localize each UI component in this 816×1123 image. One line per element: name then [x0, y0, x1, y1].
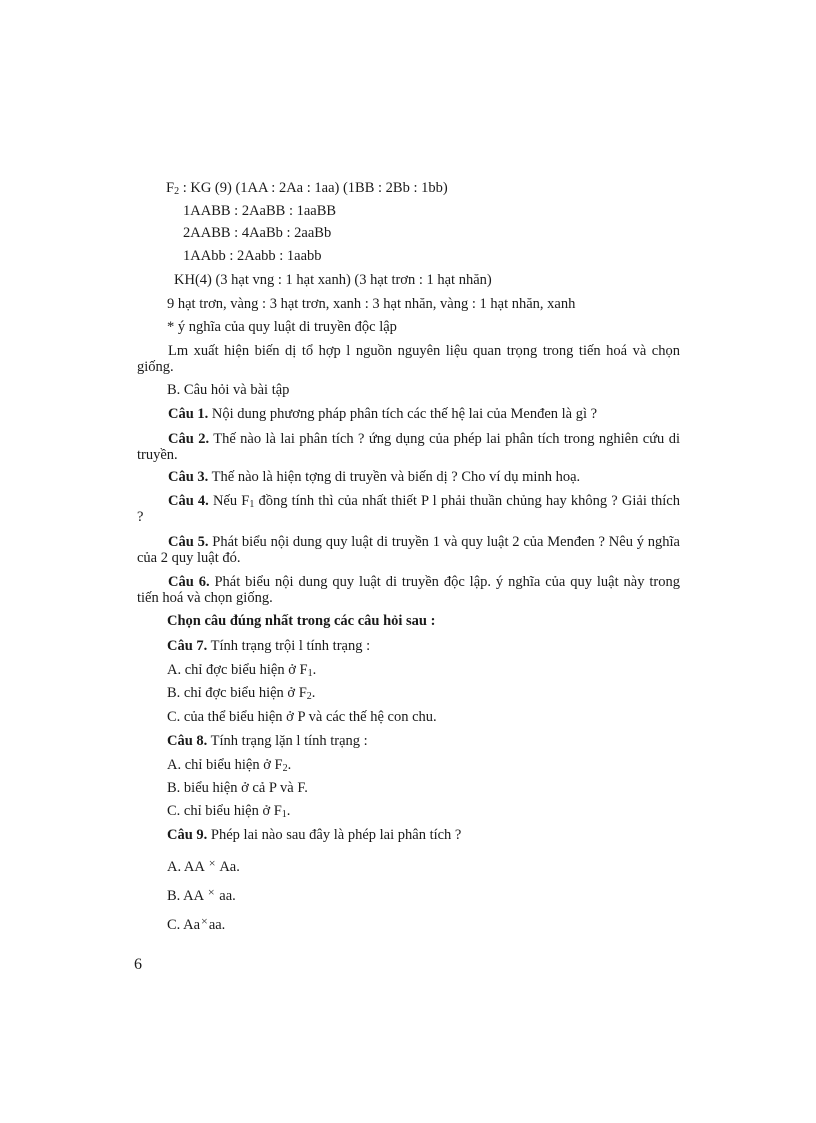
question-3: Câu 3. Thế nào là hiện tợng di truyền và biến dị ? Cho ví dụ minh hoạ.	[168, 469, 581, 485]
question-6: Câu 6. Phát biểu nội dung quy luật di truyền độc lập. ý nghĩa của quy luật này trong tiến hoá và chọn giống.	[137, 574, 680, 606]
ratio-line: 9 hạt trơn, vàng : 3 hạt trơn, xanh : 3 hạt nhăn, vàng : 1 hạt nhăn, xanh	[167, 296, 576, 312]
q7-option-c: C. của thể biểu hiện ở P và các thế hệ con chu.	[167, 709, 437, 725]
question-9: Câu 9. Phép lai nào sau đây là phép lai phân tích ?	[167, 827, 462, 843]
q7-option-b: B. chỉ đợc biểu hiện ở $F_2$.	[167, 685, 316, 702]
q8-option-a: A. chỉ biểu hiện ở $F_2$.	[167, 757, 292, 774]
f2-genotype-line: $F_2$ : KG (9) (1AA : 2Aa : 1aa) (1BB : 2Bb : 1bb)	[166, 180, 448, 197]
q9-option-c: C. Aa×aa.	[167, 914, 226, 933]
choose-heading: Chọn câu đúng nhất trong các câu hỏi sau :	[167, 613, 436, 629]
q8-option-b: B. biểu hiện ở cả P và F.	[167, 780, 308, 796]
question-2: Câu 2. Thế nào là lai phân tích ? ứng dụng của phép lai phân tích trong nghiên cứu di truyền.	[137, 431, 680, 463]
cross-symbol-icon: ×	[207, 885, 215, 899]
genotype-row: 2AABB : 4AaBb : 2aaBb	[183, 225, 332, 241]
cross-symbol-icon: ×	[208, 856, 216, 870]
q9-option-a: A. AA × Aa.	[167, 856, 240, 875]
meaning-paragraph: Lm xuất hiện biến dị tổ hợp l nguồn nguyên liệu quan trọng trong tiến hoá và chọn giống.	[137, 343, 680, 375]
q8-option-c: C. chỉ biểu hiện ở $F_1$.	[167, 803, 291, 820]
cross-symbol-icon: ×	[201, 914, 208, 928]
q9-option-b: B. AA × aa.	[167, 885, 236, 904]
meaning-heading: * ý nghĩa của quy luật di truyền độc lập	[167, 319, 397, 335]
q7-option-a: A. chỉ đợc biểu hiện ở $F_1$.	[167, 662, 317, 679]
question-7: Câu 7. Tính trạng trội l tính trạng :	[167, 638, 371, 654]
question-4: Câu 4. Nếu $F_1$ đồng tính thì của nhất thiết P l phải thuần chủng hay không ? Giải thích ?	[137, 493, 680, 525]
page-number: 6	[134, 956, 142, 973]
question-8: Câu 8. Tính trạng lặn l tính trạng :	[167, 733, 368, 749]
question-5: Câu 5. Phát biểu nội dung quy luật di truyền 1 và quy luật 2 của Menđen ? Nêu ý nghĩa của 2 quy luật đó.	[137, 534, 680, 566]
section-b-heading: B. Câu hỏi và bài tập	[167, 382, 290, 398]
genotype-row: 1AAbb : 2Aabb : 1aabb	[183, 248, 322, 264]
genotype-row: 1AABB : 2AaBB : 1aaBB	[183, 203, 337, 219]
question-1: Câu 1. Nội dung phương pháp phân tích các thế hệ lai của Menđen là gì ?	[168, 406, 598, 422]
phenotype-line: KH(4) (3 hạt vng : 1 hạt xanh) (3 hạt trơn : 1 hạt nhăn)	[174, 272, 492, 288]
